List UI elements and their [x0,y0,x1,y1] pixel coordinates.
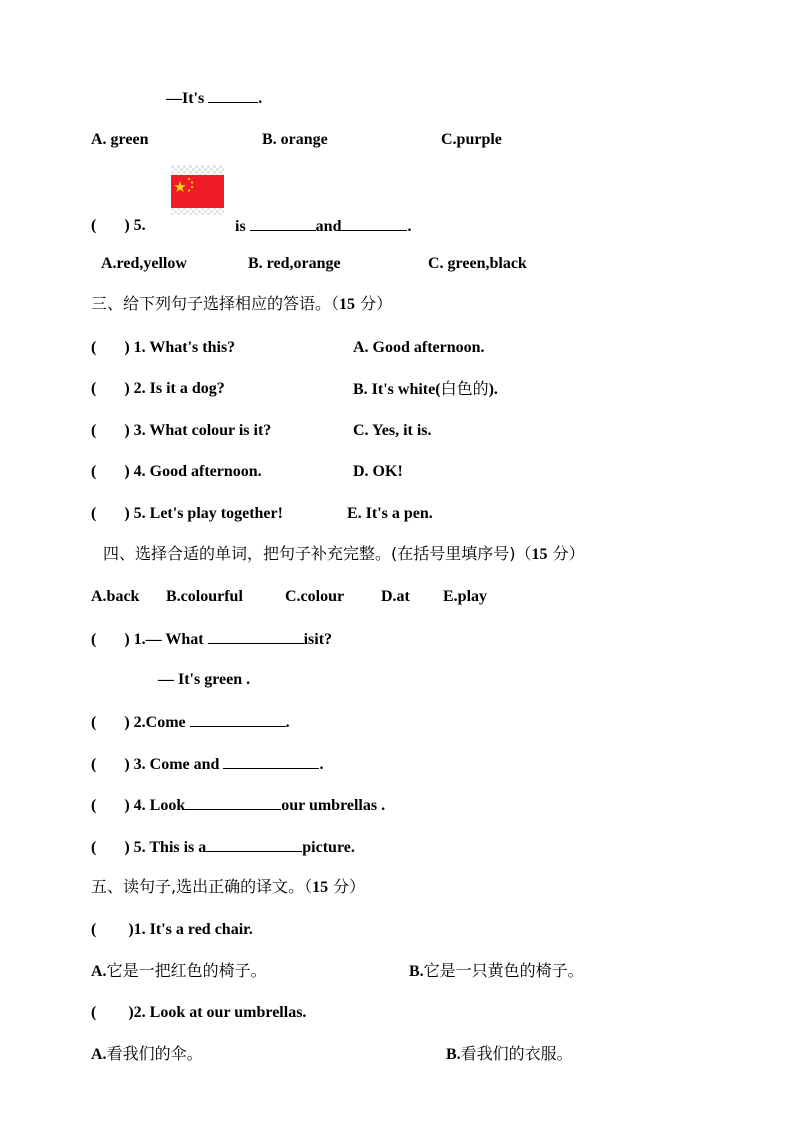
q4-option-a: A. green [91,131,149,148]
period: . [258,90,263,107]
s3-q4: ( ) 4. Good afternoon. [91,463,262,480]
s3-a2: B. It's white(白色的). [353,379,498,398]
blank[interactable] [206,837,302,852]
blank[interactable] [185,795,281,810]
s4-q4: ( ) 4. Look our umbrellas . [91,797,386,814]
s4-q1: ( ) 1.— What isit? [91,631,333,648]
blank-2[interactable] [341,216,407,231]
word-bank-b: B.colourful [166,588,243,605]
blank[interactable] [223,754,319,769]
blank-1[interactable] [250,216,316,231]
word-bank-d: D.at [381,588,410,605]
s3-q3: ( ) 3. What colour is it? [91,422,272,439]
section5-title: 五、读句子,选出正确的译文。（15 分） [91,877,366,896]
s3-a4: D. OK! [353,463,403,480]
blank[interactable] [190,712,286,727]
q5-option-a: A.red,yellow [101,255,187,272]
section4-title: 四、选择合适的单词，把句子补充完整。(在括号里填序号)（15 分） [103,544,585,563]
s4-q1-answer: — It's green . [158,671,251,688]
s5-q1: ( )1. It's a red chair. [91,921,253,938]
word-bank-a: A.back [91,588,140,605]
s4-q5: ( ) 5. This is a picture. [91,839,355,856]
s3-a5: E. It's a pen. [347,505,433,522]
s5-q1-option-a: A.它是一把红色的椅子。 [91,961,267,980]
q5-flag-sentence [235,216,411,237]
s5-q2-option-a: A.看我们的伞。 [91,1044,203,1063]
s3-a3: C. Yes, it is. [353,422,432,439]
china-flag-image [171,165,224,215]
answer-prompt: —It's [166,90,205,107]
question-number: 5. [133,217,146,234]
q5-flag-line [91,216,146,236]
s3-q5: ( ) 5. Let's play together! [91,505,283,522]
q4-answer-line [166,88,262,109]
s3-q1: ( ) 1. What's this? [91,339,236,356]
answer-paren[interactable]: ( ) [91,217,130,234]
q4-option-c: C.purple [441,131,502,148]
s5-q1-option-b: B.它是一只黄色的椅子。 [409,961,584,980]
s3-q2: ( ) 2. Is it a dog? [91,380,225,397]
s4-q2: ( ) 2.Come . [91,714,290,731]
q5-option-b: B. red,orange [248,255,341,272]
s5-q2-option-b: B.看我们的衣服。 [446,1044,573,1063]
s4-q3: ( ) 3. Come and . [91,756,324,773]
s3-a1: A. Good afternoon. [353,339,485,356]
q5-option-c: C. green,black [428,255,527,272]
word-and: and [315,218,342,235]
word-bank-e: E.play [443,588,488,605]
word-is: is [235,218,246,235]
period: . [407,218,412,235]
q4-option-b: B. orange [262,131,328,148]
blank[interactable] [208,629,304,644]
s5-q2: ( )2. Look at our umbrellas. [91,1004,307,1021]
section3-title: 三、给下列句子选择相应的答语。（15 分） [91,294,393,313]
answer-blank[interactable] [208,88,258,103]
word-bank-c: C.colour [285,588,345,605]
